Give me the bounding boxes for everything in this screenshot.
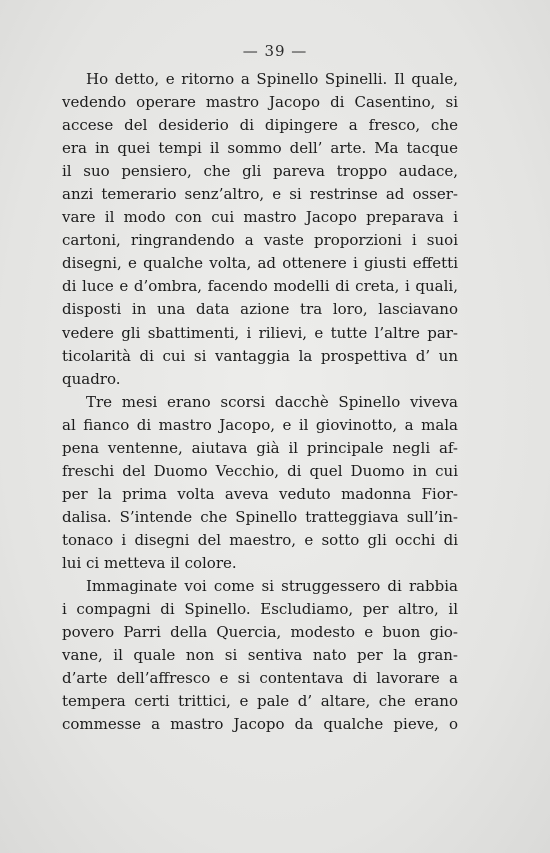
text-line: d’arte dell’affresco e si contentava di lavorare a: [62, 669, 458, 688]
text-line: era in quei tempi il sommo dell’ arte. Ma tacque: [62, 139, 458, 158]
text-line: al fianco di mastro Jacopo, e il giovinotto, a mala: [62, 415, 458, 434]
text-line: lui ci metteva il colore.: [62, 553, 237, 572]
text-line: vedendo operare mastro Jacopo di Casentino, si: [62, 93, 458, 112]
text-line: povero Parri della Quercia, modesto e buon gio-: [62, 623, 458, 642]
text-line: dalisa. S’intende che Spinello tratteggiava sull’in-: [62, 507, 458, 526]
text-line: i compagni di Spinello. Escludiamo, per altro, il: [62, 600, 458, 619]
text-line: cartoni, ringrandendo a vaste proporzioni i suoi: [62, 231, 458, 250]
text-line: pena ventenne, aiutava già il principale negli af-: [62, 438, 458, 457]
text-line: vedere gli sbattimenti, i rilievi, e tutte l’altre par-: [62, 323, 458, 342]
text-line: Tre mesi erano scorsi dacchè Spinello viveva: [86, 392, 458, 411]
text-line: freschi del Duomo Vecchio, di quel Duomo in cui: [62, 461, 458, 480]
text-line: Ho detto, e ritorno a Spinello Spinelli. Il quale,: [86, 70, 458, 88]
text-line: vare il modo con cui mastro Jacopo preparava i: [62, 208, 458, 227]
text-line: Immaginate voi come si struggessero di rabbia: [86, 577, 458, 596]
text-line: accese del desiderio di dipingere a fresco, che: [62, 116, 458, 135]
text-line: ticolarità di cui si vantaggia la prospettiva d’ un: [62, 346, 458, 365]
text-line: disposti in una data azione tra loro, lasciavano: [62, 300, 458, 319]
text-line: di luce e d’ombra, facendo modelli di creta, i quali,: [62, 277, 458, 296]
text-line: tonaco i disegni del maestro, e sotto gli occhi di: [62, 530, 458, 549]
text-line: commesse a mastro Jacopo da qualche pieve, o: [62, 715, 458, 734]
body-text: [62, 68, 458, 736]
text-line: il suo pensiero, che gli pareva troppo audace,: [62, 162, 458, 181]
text-line: quadro.: [62, 369, 121, 388]
text-line: anzi temerario senz’altro, e si restrinse ad osser-: [62, 185, 458, 204]
text-line: tempera certi trittici, e pale d’ altare, che erano: [62, 692, 458, 711]
text-line: disegni, e qualche volta, ad ottenere i giusti effetti: [62, 254, 458, 273]
page-number: — 39 —: [242, 42, 308, 60]
text-line: per la prima volta aveva veduto madonna Fior-: [62, 484, 458, 503]
text-line: vane, il quale non si sentiva nato per la gran-: [62, 646, 458, 665]
